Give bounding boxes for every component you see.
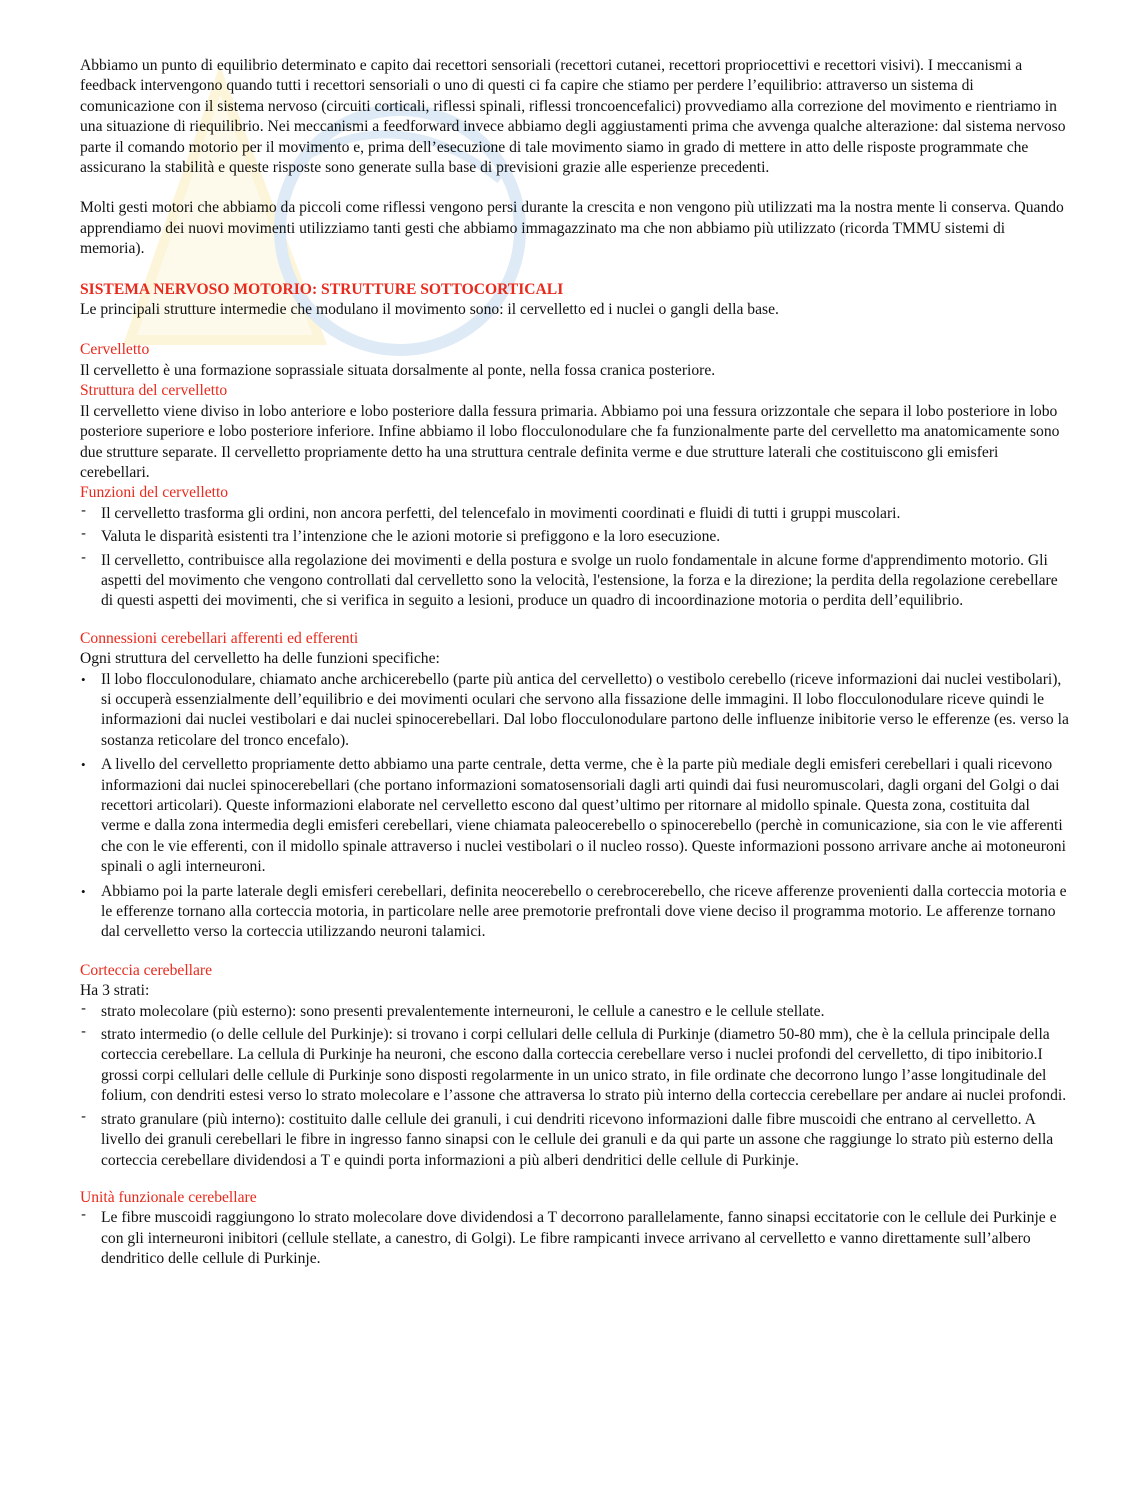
cervelletto-text: Il cervelletto è una formazione soprassiale situata dorsalmente al ponte, nella fossa cranica posteriore. [80,361,716,379]
section-intro-text: Le principali strutture intermedie che modulano il movimento sono: il cervelletto ed i nuclei o gangli della base. [80,301,779,319]
corteccia-heading: Corteccia cerebellare [80,961,213,979]
list-item: - Il cervelletto trasforma gli ordini, non ancora perfetti, del telencefalo in movimenti coordinati e fluidi di tutti i gruppi muscolari. [80,504,1070,524]
list-item: - strato granulare (più interno): costituito dalle cellule dei granuli, i cui dendriti ricevono informazioni dalle fibre muscoidi che entrano al cervelletto. A livello dei granuli cerebellari le fibre in ingresso fanno sinapsi con le cellule dei granuli e da qui parte un assone che raggiunge lo strato più esterno della corteccia cerebellare dividendosi a T e quindi porta informazioni a più alberi dendritici delle cellule di Purkinje. [80,1110,1070,1171]
connessioni-text: Ogni struttura del cervelletto ha delle funzioni specifiche: [80,650,440,668]
list-item: - Il cervelletto, contribuisce alla regolazione dei movimenti e della postura e svolge un ruolo fondamentale in alcune forme d'apprendimento motorio. Gli aspetti del movimento che vengono controllati dal cervelletto sono la velocità, l'estensione, la forza e la direzione; la perdita della regolazione cerebellare di questi aspetti dei movimenti, che si verifica in seguito a lesioni, produce un quadro di incoordinazione motoria o perdita dell’equilibrio. [80,551,1070,612]
list-item: - strato molecolare (più esterno): sono presenti prevalentemente interneuroni, le cellule a canestro e le cellule stellate. [80,1002,1070,1022]
corteccia-list [80,1002,1070,1171]
list-item: - Le fibre muscoidi raggiungono lo strato molecolare dove dividendosi a T decorrono parallelamente, fanno sinapsi eccitatorie con le cellule dei Purkinje e con gli interneuroni inibitori (cellule stellate, a canestro, di Golgi). Le fibre rampicanti invece arrivano al cervelletto e vanno direttamente sull’albero dendritico delle cellule di Purkinje. [80,1208,1070,1269]
list-item: - strato intermedio (o delle cellule del Purkinje): si trovano i corpi cellulari delle cellula di Purkinje (diametro 50-80 mm), che è la cellula principale della corteccia cerebellare. La cellula di Purkinje ha neuroni, che escono dalla corteccia cerebellare verso i nuclei profondi del cervelletto, di tipo inibitorio.I grossi corpi cellulari delle cellule di Purkinje sono disposti regolarmente in un unico strato, in file ordinate che decorrono lungo l’asse longitudinale del folium, con dendriti estesi verso lo strato molecolare e l’assone che attraversa lo strato più interno della corteccia cerebellare per andare ai nuclei profondi. [80,1025,1070,1107]
corteccia-text: Ha 3 strati: [80,982,150,1000]
struttura-heading: Struttura del cervelletto [80,382,228,400]
list-item: • Abbiamo poi la parte laterale degli emisferi cerebellari, definita neocerebello o cerebrocerebello, che riceve afferenze provenienti dalla corteccia motoria e le efferenze tornano alla corteccia motoria, in particolare nelle aree premotorie prefrontali dove viene deciso il programma motorio. Le afferenze tornano dal cervelletto verso la corteccia utilizzando neuroni talamici. [80,882,1070,943]
connessioni-list [80,670,1070,943]
cervelletto-heading: Cervelletto [80,341,150,359]
unita-heading: Unità funzionale cerebellare [80,1188,257,1206]
intro-paragraph-1: Abbiamo un punto di equilibrio determinato e capito dai recettori sensoriali (recettori cutanei, recettori propriocettivi e recettori visivi). I meccanismi a feedback intervengono quando tutti i recettori sensoriali o uno di questi ci fa capire che stiamo per perdere l’equilibrio: attraverso un sistema di comunicazione con il sistema nervoso (circuiti corticali, riflessi spinali, riflessi troncoencefalici) provvediamo alla correzione del movimento e rientriamo in una situazione di riequilibrio. Nei meccanismi a feedforward invece abbiamo degli aggiustamenti prima che avvenga qualche alterazione: dal sistema nervoso parte il comando motorio per il movimento e, prima dell’esecuzione di tale movimento siamo in grado di mettere in atto delle risposte programmate che assicurano la stabilità e queste risposte sono generate sulla base di previsioni grazie alle esperienze precedenti. [80,57,1066,177]
connessioni-heading: Connessioni cerebellari afferenti ed efferenti [80,629,359,647]
intro-paragraph-2: Molti gesti motori che abbiamo da piccoli come riflessi vengono persi durante la crescita e non vengono più utilizzati ma la nostra mente li conserva. Quando apprendiamo dei nuovi movimenti utilizziamo tanti gesti che abbiamo immagazzinato ma che non abbiamo più utilizzato (ricorda TMMU sistemi di memoria). [80,199,1064,258]
funzioni-list [80,504,1070,612]
struttura-text: Il cervelletto viene diviso in lobo anteriore e lobo posteriore dalla fessura primaria. Abbiamo poi una fessura orizzontale che separa il lobo posteriore in lobo posteriore superiore e lobo posteriore inferiore. Infine abbiamo il lobo flocculonodulare che fa funzionalmente parte del cervelletto ma anatomicamente sono due strutture separate. Il cervelletto propriamente detto ha una struttura centrale definita verme e due strutture laterali che costituiscono gli emisferi cerebellari. [80,402,1060,481]
list-item: • Il lobo flocculonodulare, chiamato anche archicerebello (parte più antica del cervelletto) o vestibolo cerebello (riceve informazioni dai nuclei vestibolari), si occuperà essenzialmente dell’equilibrio e dei movimenti oculari che servono alla fissazione delle immagini. Il lobo flocculonodulare riceve quindi le informazioni dai nuclei vestibolari e dai nuclei spinocerebellari. Dal lobo flocculonodulare partono delle influenze inibitorie verso le efferenze (es. verso la sostanza reticolare del tronco encefalo). [80,670,1070,752]
document-page [80,56,1070,1273]
unita-list [80,1208,1070,1269]
funzioni-heading: Funzioni del cervelletto [80,484,229,502]
section-heading: SISTEMA NERVOSO MOTORIO: STRUTTURE SOTTOCORTICALI [80,280,564,298]
list-item: - Valuta le disparità esistenti tra l’intenzione che le azioni motorie si prefiggono e la loro esecuzione. [80,527,1070,547]
list-item: • A livello del cervelletto propriamente detto abbiamo una parte centrale, detta verme, che è la parte più mediale degli emisferi cerebellari i quali ricevono informazioni dai nuclei spinocerebellari (che portano informazioni somatosensoriali dagli arti quindi dai fusi neuromuscolari, dagli organi del Golgi o dai recettori articolari). Queste informazioni elaborate nel cervelletto escono dal quest’ultimo per ritornare al midollo spinale. Questa zona, costituita dal verme e dalla zona intermedia degli emisferi cerebellari, viene chiamata paleocerebello o spinocerebello (perchè in comunicazione, sia con le vie afferenti che con le vie efferenti, con il midollo spinale attraverso i nuclei vestibolari o il nucleo rosso). Queste informazioni possono arrivare anche ai motoneuroni spinali o agli interneuroni. [80,755,1070,877]
